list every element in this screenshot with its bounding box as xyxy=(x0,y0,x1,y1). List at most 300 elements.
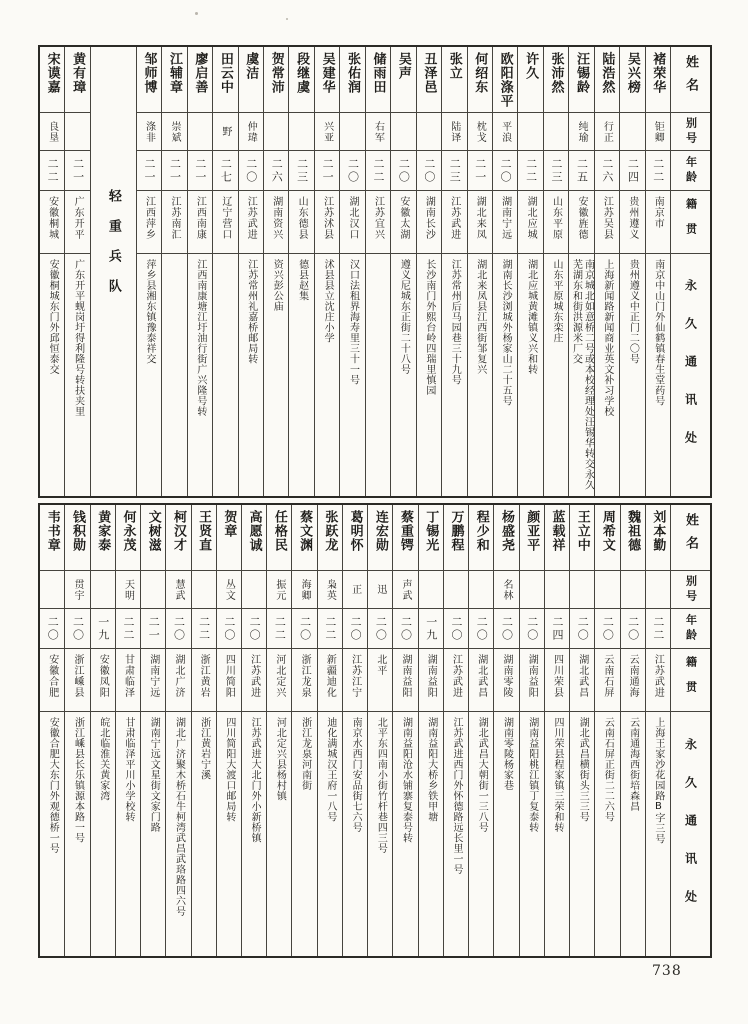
entry-column xyxy=(418,505,443,956)
header-address: 永久通讯处 xyxy=(683,738,698,928)
entry-age: 二四 xyxy=(620,151,644,191)
entry-name: 王立中 xyxy=(570,505,594,571)
entry-name: 高愿诚 xyxy=(242,505,266,571)
entry-age: 二〇 xyxy=(65,609,89,649)
entry-name: 张立 xyxy=(442,47,466,113)
entry-alias: 崇斌 xyxy=(162,113,186,151)
entry-address xyxy=(366,254,390,496)
entry-age: 二二 xyxy=(646,151,670,191)
entry-native-place: 湖南零陵 xyxy=(494,649,518,712)
header-age: 年龄 xyxy=(671,609,710,649)
entry-column xyxy=(365,47,390,496)
entry-native-place: 山东平原 xyxy=(544,191,568,254)
entry-age: 二〇 xyxy=(217,609,241,649)
entry-age: 二二 xyxy=(116,609,140,649)
entry-native-place: 江西萍乡 xyxy=(137,191,161,254)
entry-name: 柯汉才 xyxy=(166,505,190,571)
entry-native-place: 江苏武进 xyxy=(444,649,468,712)
entry-address: 资兴彭公庙 xyxy=(271,259,283,312)
entry-alias xyxy=(518,113,542,151)
entry-name: 江辅章 xyxy=(162,47,186,113)
entry-address: 湖南宁远文星街文家门路 xyxy=(148,717,160,833)
entry-column xyxy=(517,47,542,496)
entry-native-place: 云南通海 xyxy=(621,649,645,712)
entry-name: 吴声 xyxy=(391,47,415,113)
entry-name: 王贤直 xyxy=(192,505,216,571)
scan-speck xyxy=(195,12,198,15)
entry-alias: 陆译 xyxy=(442,113,466,151)
entry-column xyxy=(342,505,367,956)
entry-column xyxy=(392,505,417,956)
entry-name: 颜亚平 xyxy=(520,505,544,571)
entry-column xyxy=(467,47,492,496)
entry-address: 四川简阳大渡口邮局转 xyxy=(223,717,235,822)
entry-alias xyxy=(391,113,415,151)
entry-name: 万鹏程 xyxy=(444,505,468,571)
entry-column xyxy=(140,505,165,956)
entry-address: 湖北武昌大朝街一三八号 xyxy=(476,717,488,833)
entry-address: 上海新闻路新闻商业英文补习学校 xyxy=(601,259,613,417)
entry-alias: 平浪 xyxy=(493,113,517,151)
entry-address: 遵义尼城东正街二十八号 xyxy=(398,259,410,375)
entry-name: 许久 xyxy=(518,47,542,113)
entry-age: 二〇 xyxy=(494,609,518,649)
table-header-column xyxy=(670,505,710,956)
header-age: 年龄 xyxy=(671,151,710,191)
entry-name: 丁锡光 xyxy=(419,505,443,571)
entry-address: 湖南益阳大桥乡铁甲塘 xyxy=(425,717,437,822)
entry-address: 南京水西门安品街七六号 xyxy=(350,717,362,833)
entry-age: 二〇 xyxy=(40,609,64,649)
entry-native-place: 辽宁营口 xyxy=(213,191,237,254)
entry-name: 廖启善 xyxy=(188,47,212,113)
entry-column xyxy=(263,47,288,496)
entry-age: 二二 xyxy=(192,609,216,649)
entry-column xyxy=(519,505,544,956)
entry-alias: 兴亚 xyxy=(315,113,339,151)
entry-age: 二六 xyxy=(595,151,619,191)
entry-native-place: 江苏宜兴 xyxy=(366,191,390,254)
entry-address: 湖南益阳沧水铺寨复泰号转 xyxy=(400,717,412,843)
entry-name: 何永茂 xyxy=(116,505,140,571)
entry-address: 江西南康塘江圩油行街广兴隆号转 xyxy=(194,259,206,417)
entry-address: 萍乡县湘东镇豫泰祥交 xyxy=(144,259,156,364)
entry-column xyxy=(64,505,89,956)
entry-column xyxy=(187,47,212,496)
entry-name: 周希文 xyxy=(595,505,619,571)
entry-alias xyxy=(620,113,644,151)
entry-age: 二〇 xyxy=(242,609,266,649)
entry-alias: 枕戈 xyxy=(468,113,492,151)
page-number: 738 xyxy=(652,963,682,979)
entry-name: 丑泽邑 xyxy=(417,47,441,113)
entry-native-place: 湖南益阳 xyxy=(520,649,544,712)
entry-column xyxy=(288,47,313,496)
entry-address: 上海王家沙花园路B字三号 xyxy=(652,717,664,844)
entry-column xyxy=(317,505,342,956)
entry-alias xyxy=(192,571,216,609)
header-name: 姓名 xyxy=(671,47,710,113)
entry-name: 贺章 xyxy=(217,505,241,571)
entry-name: 田云中 xyxy=(213,47,237,113)
entry-column xyxy=(241,505,266,956)
entry-age: 二〇 xyxy=(393,609,417,649)
entry-name: 蓝载祥 xyxy=(545,505,569,571)
entry-name: 蔡重锷 xyxy=(393,505,417,571)
entry-address: 浙江嵊县长乐镇源本路一号 xyxy=(72,717,84,843)
entry-alias xyxy=(65,113,89,151)
entry-alias xyxy=(417,113,441,151)
header-native: 籍贯 xyxy=(671,649,710,712)
entry-age: 二一 xyxy=(162,151,186,191)
entry-native-place: 浙江黄岩 xyxy=(192,649,216,712)
entry-alias xyxy=(646,571,670,609)
entry-age: 二二 xyxy=(318,609,342,649)
entry-age: 二〇 xyxy=(621,609,645,649)
entry-native-place: 湖北汉口 xyxy=(340,191,364,254)
entry-column xyxy=(191,505,216,956)
entry-age: 二三 xyxy=(442,151,466,191)
header-alias: 别号 xyxy=(671,113,710,151)
entry-native-place: 广东开平 xyxy=(65,191,89,254)
entry-name: 杨盛尧 xyxy=(494,505,518,571)
entry-column xyxy=(136,47,161,496)
entry-name: 任格民 xyxy=(267,505,291,571)
entry-native-place: 新疆迪化 xyxy=(318,649,342,712)
entry-column xyxy=(238,47,263,496)
entry-name: 黄有璋 xyxy=(65,47,89,113)
entry-native-place: 贵州遵义 xyxy=(620,191,644,254)
entry-address: 江苏武进西门外怀德路远长里一号 xyxy=(451,717,463,875)
entry-name: 何绍东 xyxy=(468,47,492,113)
entry-name: 吴建华 xyxy=(315,47,339,113)
header-address: 永久通讯处 xyxy=(683,279,698,469)
entry-name: 连宏勋 xyxy=(368,505,392,571)
table-header-column xyxy=(670,47,710,496)
entry-alias: 良垦 xyxy=(40,113,64,151)
entry-age: 二〇 xyxy=(595,609,619,649)
header-name: 姓名 xyxy=(671,505,710,571)
entry-age: 二七 xyxy=(213,151,237,191)
entry-address: 迪化满城汉王府一八号 xyxy=(324,717,336,822)
entry-age: 二〇 xyxy=(493,151,517,191)
entry-name: 褚荣华 xyxy=(646,47,670,113)
entry-alias xyxy=(544,113,568,151)
entry-alias: 仲瑋 xyxy=(239,113,263,151)
entry-column xyxy=(64,47,89,496)
entry-alias: 海卿 xyxy=(292,571,316,609)
entry-address: 浙江龙泉河南街 xyxy=(299,717,311,791)
entry-column xyxy=(115,505,140,956)
entry-native-place: 湖南益阳 xyxy=(393,649,417,712)
entry-column xyxy=(493,505,518,956)
entry-address: 德县赵集 xyxy=(296,259,308,301)
entry-alias xyxy=(91,571,115,609)
entry-age: 二一 xyxy=(65,151,89,191)
entry-native-place: 江苏武进 xyxy=(646,649,670,712)
entry-alias: 声武 xyxy=(393,571,417,609)
entry-address xyxy=(162,254,186,496)
entry-alias: 钜卿 xyxy=(646,113,670,151)
entry-address: 四川荣县程家镇三荣和转 xyxy=(551,717,563,833)
entry-age: 二〇 xyxy=(340,151,364,191)
entry-column xyxy=(212,47,237,496)
registry-table-bottom xyxy=(38,503,712,958)
entry-address: 安徽合肥大东门外观德桥一号 xyxy=(47,717,59,854)
entry-alias: 行正 xyxy=(595,113,619,151)
entry-address: 安徽桐城东门外邱恒泰交 xyxy=(47,259,59,375)
entry-native-place: 安徽旌德 xyxy=(569,191,593,254)
entry-alias xyxy=(141,571,165,609)
entry-alias: 振元 xyxy=(267,571,291,609)
header-alias: 别号 xyxy=(671,571,710,609)
entry-native-place: 湖北来凤 xyxy=(468,191,492,254)
entry-address: 南京中山门外仙鹤镇春生堂药号 xyxy=(652,259,664,406)
entry-alias xyxy=(570,571,594,609)
entry-name: 欧阳涤平 xyxy=(493,47,517,113)
entry-column xyxy=(441,47,466,496)
entry-name: 蔡文渊 xyxy=(292,505,316,571)
entry-column xyxy=(569,505,594,956)
entry-native-place: 江苏武进 xyxy=(242,649,266,712)
entry-age: 二〇 xyxy=(391,151,415,191)
entry-age: 二二 xyxy=(267,609,291,649)
entry-column xyxy=(443,505,468,956)
entry-address: 湖北来凤县江西街邹复兴 xyxy=(474,259,486,375)
entry-age: 二一 xyxy=(188,151,212,191)
entry-column xyxy=(40,47,64,496)
entry-native-place: 江苏武进 xyxy=(239,191,263,254)
entry-name: 张跃龙 xyxy=(318,505,342,571)
entry-column xyxy=(568,47,593,496)
entry-column xyxy=(390,47,415,496)
entry-column xyxy=(165,505,190,956)
entry-name: 张佑润 xyxy=(340,47,364,113)
entry-column xyxy=(544,505,569,956)
entry-column xyxy=(266,505,291,956)
entry-age: 二〇 xyxy=(444,609,468,649)
entry-address: 浙江黄岩宁溪 xyxy=(198,717,210,780)
entry-native-place: 四川简阳 xyxy=(217,649,241,712)
scan-speck xyxy=(286,18,288,20)
entry-native-place: 湖南宁远 xyxy=(141,649,165,712)
entry-native-place: 四川荣县 xyxy=(545,649,569,712)
entry-column xyxy=(416,47,441,496)
entry-native-place: 江苏南汇 xyxy=(162,191,186,254)
entry-name: 贺常沛 xyxy=(264,47,288,113)
entry-column xyxy=(90,505,115,956)
entry-age: 二〇 xyxy=(343,609,367,649)
entry-age: 一九 xyxy=(419,609,443,649)
entry-name: 韦书章 xyxy=(40,505,64,571)
entry-address: 广东开平蚬岗圩得利隆号转扶夹里 xyxy=(72,259,84,417)
entry-name: 储雨田 xyxy=(366,47,390,113)
entry-age: 二〇 xyxy=(417,151,441,191)
entry-native-place: 河北定兴 xyxy=(267,649,291,712)
entry-native-place: 安徽桐城 xyxy=(40,191,64,254)
entry-age: 二一 xyxy=(468,151,492,191)
entry-alias xyxy=(188,113,212,151)
entry-name: 钱积勋 xyxy=(65,505,89,571)
entry-native-place: 湖北武昌 xyxy=(469,649,493,712)
entry-age: 一九 xyxy=(91,609,115,649)
entry-name: 邹师博 xyxy=(137,47,161,113)
header-native: 籍贯 xyxy=(671,191,710,254)
entry-alias: 右军 xyxy=(366,113,390,151)
entry-alias xyxy=(444,571,468,609)
entry-native-place: 湖北应城 xyxy=(518,191,542,254)
entry-native-place: 江苏江宁 xyxy=(343,649,367,712)
entry-age: 二二 xyxy=(518,151,542,191)
entry-column xyxy=(216,505,241,956)
entry-age: 二〇 xyxy=(469,609,493,649)
entry-alias: 涤非 xyxy=(137,113,161,151)
entry-name: 张沛然 xyxy=(544,47,568,113)
entry-native-place: 湖北广济 xyxy=(166,649,190,712)
entry-column xyxy=(594,505,619,956)
entry-native-place: 江西南康 xyxy=(188,191,212,254)
entry-age: 二〇 xyxy=(166,609,190,649)
entry-alias: 枭英 xyxy=(318,571,342,609)
entry-age: 二二 xyxy=(40,151,64,191)
section-label: 轻重兵队 xyxy=(105,189,121,309)
entry-native-place: 江苏吴县 xyxy=(595,191,619,254)
entry-alias xyxy=(595,571,619,609)
entry-alias: 名林 xyxy=(494,571,518,609)
entry-age: 二〇 xyxy=(292,609,316,649)
entry-address: 湖北应城黄滩镇义兴和转 xyxy=(525,259,537,375)
entry-alias xyxy=(621,571,645,609)
entry-column xyxy=(620,505,645,956)
entry-address: 湖南长沙浏城外杨家山二十五号 xyxy=(500,259,512,406)
entry-name: 吴兴榜 xyxy=(620,47,644,113)
entry-native-place: 南京市 xyxy=(646,191,670,254)
entry-name: 段继虞 xyxy=(289,47,313,113)
entry-native-place: 甘肃临泽 xyxy=(116,649,140,712)
entry-alias xyxy=(419,571,443,609)
entry-address: 湖南益阳桃江镇丁复泰转 xyxy=(526,717,538,833)
entry-column xyxy=(645,505,670,956)
entry-alias: 正 xyxy=(343,571,367,609)
entry-age: 二一 xyxy=(141,609,165,649)
entry-name: 宋谟嘉 xyxy=(40,47,64,113)
entry-age: 二二 xyxy=(646,609,670,649)
entry-name: 陆浩然 xyxy=(595,47,619,113)
entry-age: 二〇 xyxy=(570,609,594,649)
entry-native-place: 湖南资兴 xyxy=(264,191,288,254)
entry-column xyxy=(543,47,568,496)
entry-alias: 天明 xyxy=(116,571,140,609)
entry-native-place: 江苏沭县 xyxy=(315,191,339,254)
entry-age: 二五 xyxy=(569,151,593,191)
entry-address: 湖北武昌横街头三三号 xyxy=(577,717,589,822)
registry-table-top xyxy=(38,45,712,498)
entry-address: 云南石屏正街二二六号 xyxy=(602,717,614,822)
entry-native-place: 安徽太湖 xyxy=(391,191,415,254)
entry-alias: 迅 xyxy=(368,571,392,609)
entry-column xyxy=(492,47,517,496)
entry-alias xyxy=(545,571,569,609)
entry-native-place: 江苏武进 xyxy=(442,191,466,254)
entry-age: 二二 xyxy=(366,151,390,191)
entry-column xyxy=(339,47,364,496)
entry-address: 汉口法租界海寿里三十一号 xyxy=(347,259,359,385)
entry-alias: 纯瑜 xyxy=(569,113,593,151)
entry-address: 江苏常州礼嘉桥邮局转 xyxy=(245,259,257,364)
entry-address: 贵州遵义中正门二〇号 xyxy=(627,259,639,364)
entry-column xyxy=(314,47,339,496)
entry-age: 二三 xyxy=(289,151,313,191)
entry-name: 葛明怀 xyxy=(343,505,367,571)
entry-address: 河北定兴县杨村镇 xyxy=(274,717,286,801)
entry-age: 二六 xyxy=(264,151,288,191)
entry-address: 南京城北如意桥二号或本校经理处汪锡华转交永久芜湖东和街洪源米厂交 xyxy=(570,259,594,490)
entry-alias xyxy=(520,571,544,609)
entry-column xyxy=(619,47,644,496)
entry-native-place: 山东德县 xyxy=(289,191,313,254)
entry-column xyxy=(468,505,493,956)
section-divider-column xyxy=(90,47,136,496)
entry-address: 北平东四南小街竹杆巷四三号 xyxy=(375,717,387,854)
entry-age: 二一 xyxy=(315,151,339,191)
entry-alias: 贯宇 xyxy=(65,571,89,609)
entry-native-place: 北平 xyxy=(368,649,392,712)
entry-address: 湖北广济聚木桥石牛柯湾武昌武珞路四六号 xyxy=(173,717,185,917)
entry-address: 皖北临淮关黄家湾 xyxy=(97,717,109,801)
entry-age: 二四 xyxy=(545,609,569,649)
entry-alias xyxy=(40,571,64,609)
entry-age: 二〇 xyxy=(239,151,263,191)
entry-alias xyxy=(242,571,266,609)
entry-address: 湖南零陵杨家巷 xyxy=(501,717,513,791)
entry-age: 二三 xyxy=(544,151,568,191)
entry-native-place: 湖北武昌 xyxy=(570,649,594,712)
entry-alias: 慧武 xyxy=(166,571,190,609)
entry-name: 魏祖德 xyxy=(621,505,645,571)
entry-column xyxy=(645,47,670,496)
entry-address: 甘肃临泽平川小学校转 xyxy=(122,717,134,822)
entry-name: 黄家泰 xyxy=(91,505,115,571)
entry-column xyxy=(291,505,316,956)
entry-native-place: 安徽合肥 xyxy=(40,649,64,712)
entry-column xyxy=(367,505,392,956)
entry-alias: 丛文 xyxy=(217,571,241,609)
entry-alias xyxy=(469,571,493,609)
entry-native-place: 云南石屏 xyxy=(595,649,619,712)
entry-address: 沭县县立沈庄小学 xyxy=(322,259,334,343)
entry-alias xyxy=(340,113,364,151)
entry-alias xyxy=(289,113,313,151)
entry-address xyxy=(213,254,237,496)
entry-name: 汪锡龄 xyxy=(569,47,593,113)
entry-native-place: 湖南宁远 xyxy=(493,191,517,254)
entry-address: 江苏常州后马园巷三十九号 xyxy=(449,259,461,385)
entry-address: 山东平原城东栾庄 xyxy=(551,259,563,343)
entry-native-place: 浙江嵊县 xyxy=(65,649,89,712)
entry-age: 二一 xyxy=(137,151,161,191)
entry-column xyxy=(40,505,64,956)
entry-native-place: 安徽凤阳 xyxy=(91,649,115,712)
entry-name: 文树滋 xyxy=(141,505,165,571)
entry-age: 二〇 xyxy=(368,609,392,649)
entry-address: 江苏武进大北门外小新桥镇 xyxy=(249,717,261,843)
entry-age: 二〇 xyxy=(520,609,544,649)
entry-native-place: 湖南益阳 xyxy=(419,649,443,712)
entry-address: 长沙南门外熙台岭四瑞里慎园 xyxy=(423,259,435,396)
entry-name: 程少和 xyxy=(469,505,493,571)
entry-alias: 野 xyxy=(213,113,237,151)
entry-name: 刘本勤 xyxy=(646,505,670,571)
